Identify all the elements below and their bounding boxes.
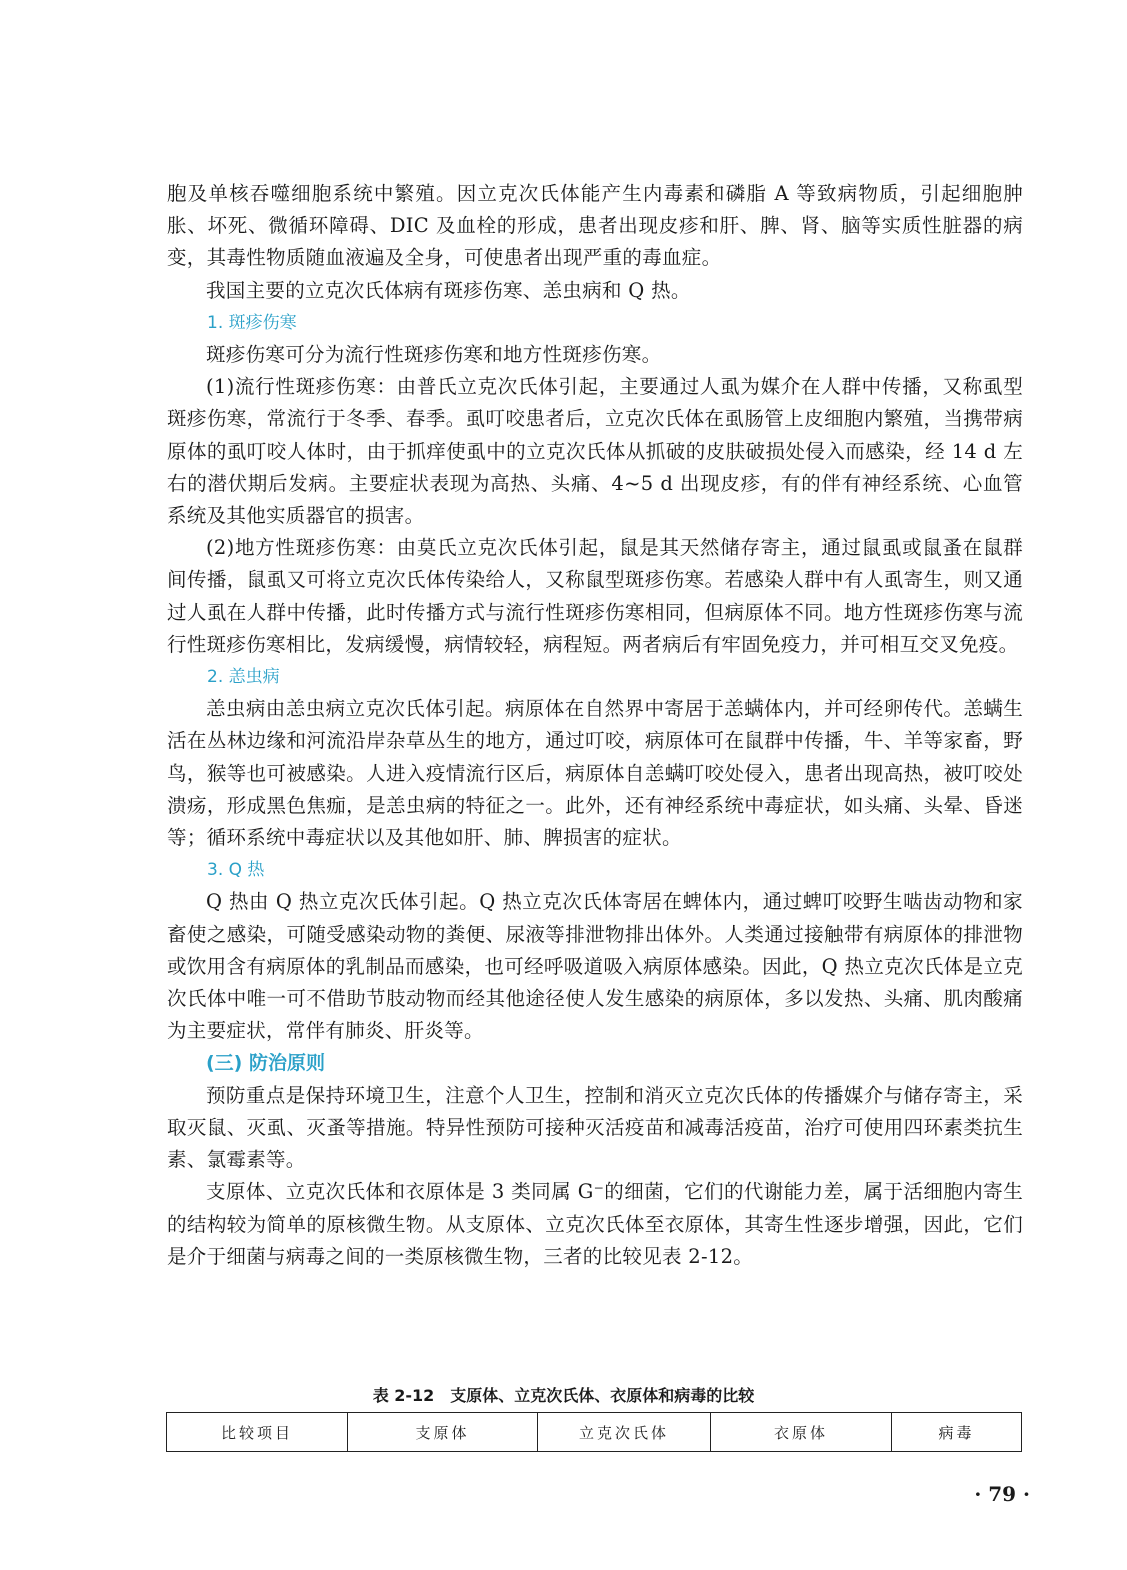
heading-prevention: (三) 防治原则	[206, 1052, 325, 1075]
page-number: · 79 ·	[974, 1482, 1030, 1506]
table-header-cell: 病毒	[892, 1413, 1022, 1452]
table-caption: 表 2-12 支原体、立克次氏体、衣原体和病毒的比较	[372, 1386, 755, 1405]
paragraph-summary: 支原体、立克次氏体和衣原体是 3 类同属 G⁻的细菌，它们的代谢能力差，属于活细胞内寄生的结构较为简单的原核微生物。从支原体、立克次氏体至衣原体，其寄生性逐步增强，因此，它们是介于细菌与病毒之间的一类原核微生物，三者的比较见表 2-12。	[167, 1180, 1023, 1268]
paragraph-endemic-typhus: (2)地方性斑疹伤寒：由莫氏立克次氏体引起，鼠是其天然储存寄主，通过鼠虱或鼠蚤在鼠群间传播，鼠虱又可将立克次氏体传染给人，又称鼠型斑疹伤寒。若感染人群中有人虱寄生，则又通过人虱在人群中传播，此时传播方式与流行性斑疹伤寒相同，但病原体不同。地方性斑疹伤寒与流行性斑疹伤寒相比，发病缓慢，病情较轻，病程短。两者病后有牢固免疫力，并可相互交叉免疫。	[167, 536, 1023, 656]
heading-tsutsugamushi: 2. 恙虫病	[207, 667, 280, 688]
paragraph-intro: 胞及单核吞噬细胞系统中繁殖。因立克次氏体能产生内毒素和磷脂 A 等致病物质，引起细胞肿胀、坏死、微循环障碍、DIC 及血栓的形成，患者出现皮疹和肝、脾、肾、脑等实质性脏器的病变，其毒性物质随血液遍及全身，可使患者出现严重的毒血症。	[167, 182, 1023, 270]
table-header-cell: 衣原体	[711, 1413, 892, 1452]
paragraph-prevention: 预防重点是保持环境卫生，注意个人卫生，控制和消灭立克次氏体的传播媒介与储存寄主，采取灭鼠、灭虱、灭蚤等措施。特异性预防可接种灭活疫苗和减毒活疫苗，治疗可使用四环素类抗生素、氯霉素等。	[167, 1083, 1023, 1172]
table-header-row	[167, 1413, 1022, 1452]
paragraph-main-diseases: 我国主要的立克次氏体病有斑疹伤寒、恙虫病和 Q 热。	[206, 278, 691, 302]
table-header-cell: 立克次氏体	[538, 1413, 711, 1452]
table-header-cell: 支原体	[348, 1413, 538, 1452]
heading-typhus: 1. 斑疹伤寒	[207, 312, 297, 333]
comparison-table	[166, 1412, 1022, 1452]
page-body	[167, 178, 1023, 1273]
paragraph-q-fever: Q 热由 Q 热立克次氏体引起。Q 热立克次氏体寄居在蜱体内，通过蜱叮咬野生啮齿动物和家畜使之感染，可随受感染动物的粪便、尿液等排泄物排出体外。人类通过接触带有病原体的排泄物或饮用含有病原体的乳制品而感染，也可经呼吸道吸入病原体感染。因此，Q 热立克次氏体是立克次氏体中唯一可不借助节肢动物而经其他途径使人发生感染的病原体，多以发热、头痛、肌肉酸痛为主要症状，常伴有肺炎、肝炎等。	[167, 890, 1023, 1043]
paragraph-tsutsugamushi: 恙虫病由恙虫病立克次氏体引起。病原体在自然界中寄居于恙螨体内，并可经卵传代。恙螨生活在丛林边缘和河流沿岸杂草丛生的地方，通过叮咬，病原体可在鼠群中传播，牛、羊等家畜，野鸟，猴等也可被感染。人进入疫情流行区后，病原体自恙螨叮咬处侵入，患者出现高热，被叮咬处溃疡，形成黑色焦痂，是恙虫病的特征之一。此外，还有神经系统中毒症状，如头痛、头晕、昏迷等；循环系统中毒症状以及其他如肝、肺、脾损害的症状。	[167, 697, 1023, 850]
paragraph-typhus-types: 斑疹伤寒可分为流行性斑疹伤寒和地方性斑疹伤寒。	[206, 343, 662, 367]
heading-q-fever: 3. Q 热	[207, 860, 265, 881]
paragraph-epidemic-typhus: (1)流行性斑疹伤寒：由普氏立克次氏体引起，主要通过人虱为媒介在人群中传播，又称虱型斑疹伤寒，常流行于冬季、春季。虱叮咬患者后，立克次氏体在虱肠管上皮细胞内繁殖，当携带病原体的虱叮咬人体时，由于抓痒使虱中的立克次氏体从抓破的皮肤破损处侵入而感染，经 14 d 左右的潜伏期后发病。主要症状表现为高热、头痛、4~5 d 出现皮疹，有的伴有神经系统、心血管系统及其他实质器官的损害。	[167, 375, 1023, 528]
table-header-cell: 比较项目	[167, 1413, 348, 1452]
